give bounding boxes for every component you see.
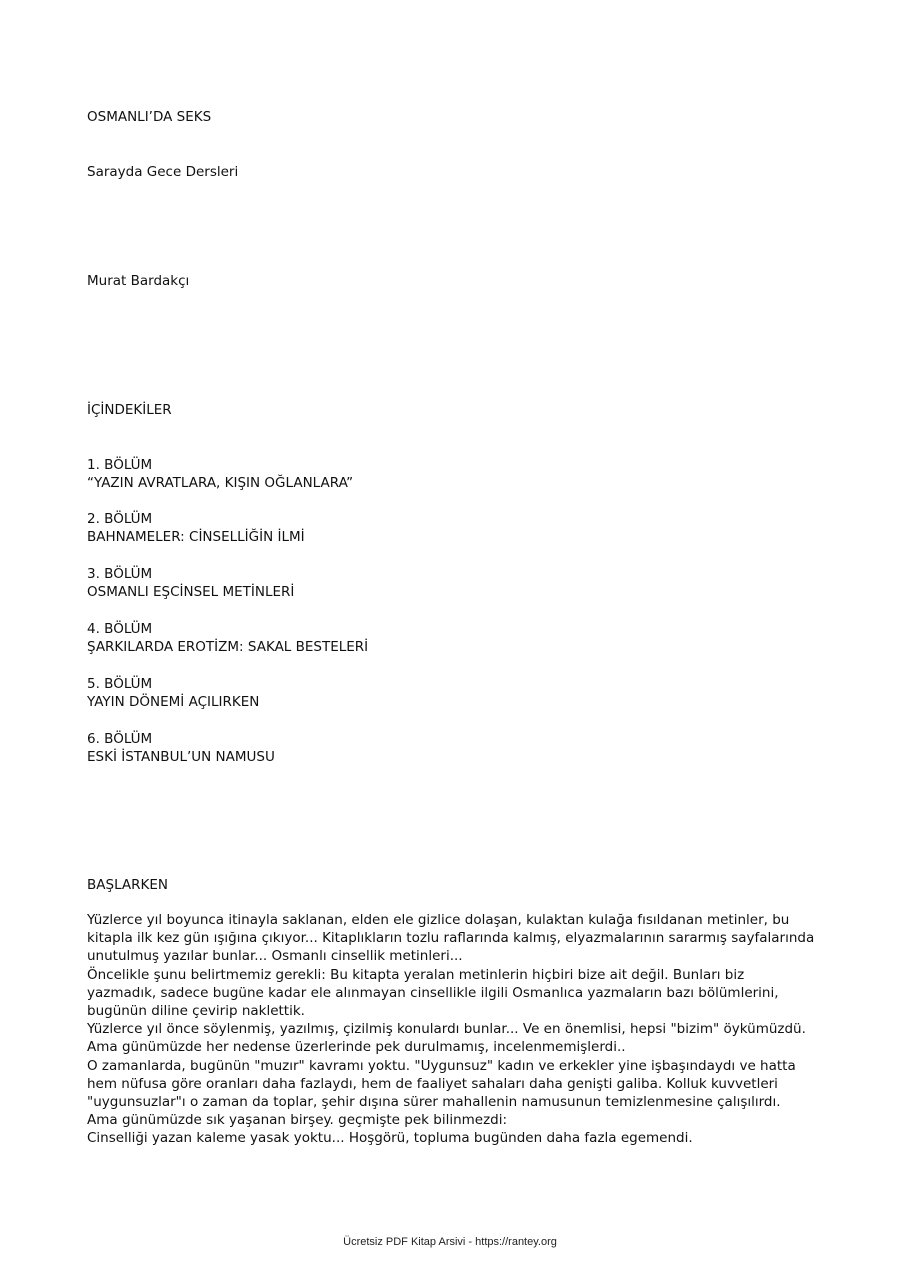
toc-chapter-number: 3. BÖLÜM xyxy=(87,566,153,582)
intro-paragraph: O zamanlarda, bugünün "muzır" kavramı yoktu. "Uygunsuz" kadın ve erkekler yine işbaşındaydı ve hatta hem nüfusa göre oranları daha fazlaydı, hem de faaliyet sahaları daha genişti galiba. Kolluk kuvvetleri "uygunsuzlar"ı o zaman da toplar, şehir dışına sürer mahallenin namusunun temizlenmesine çalışılırdı. xyxy=(87,1057,796,1111)
toc-entry-6 xyxy=(87,730,275,766)
toc-entry-3 xyxy=(87,565,294,601)
intro-paragraph: Öncelikle şunu belirtmemiz gerekli: Bu kitapta yeralan metinlerin hiçbiri bize ait değil. Bunları biz yazmadık, sadece bugüne kadar ele alınmayan cinsellikle ilgili Osmanlıca yazmaların bazı bölümlerini, bugünün diline çevirip naklettik. xyxy=(87,966,779,1020)
toc-entry-1 xyxy=(87,456,353,492)
toc-chapter-number: 5. BÖLÜM xyxy=(87,676,153,692)
intro-heading: BAŞLARKEN xyxy=(87,877,168,893)
toc-heading: İÇİNDEKİLER xyxy=(87,402,172,418)
toc-chapter-title: “YAZIN AVRATLARA, KIŞIN OĞLANLARA” xyxy=(87,475,354,491)
intro-body xyxy=(87,911,817,1148)
intro-paragraph: Yüzlerce yıl önce söylenmiş, yazılmış, çizilmiş konulardı bunlar... Ve en önemlisi, hepsi "bizim" öykümüzdü. Ama günümüzde her nedense üzerlerinde pek durulmamış, incelenmemişlerdi.. xyxy=(87,1021,806,1056)
intro-paragraph: Ama günümüzde sık yaşanan birşey. geçmişte pek bilinmezdi: xyxy=(87,1112,508,1129)
toc-chapter-number: 2. BÖLÜM xyxy=(87,511,153,527)
intro-paragraph: Yüzlerce yıl boyunca itinayla saklanan, elden ele gizlice dolaşan, kulaktan kulağa fısıldanan metinler, bu kitapla ilk kez gün ışığına çıkıyor... Kitaplıkların tozlu raflarında kalmış, elyazmalarının sararmış sayfalarında unutulmuş yazılar bunlar... Osmanlı cinsellik metinleri... xyxy=(87,912,815,965)
toc-chapter-title: OSMANLI EŞCİNSEL METİNLERİ xyxy=(87,584,295,600)
toc-chapter-title: ŞARKILARDA EROTİZM: SAKAL BESTELERİ xyxy=(87,639,369,655)
toc-entry-2 xyxy=(87,510,305,546)
toc-chapter-number: 6. BÖLÜM xyxy=(87,731,153,747)
toc-entry-4 xyxy=(87,620,368,656)
toc-chapter-number: 1. BÖLÜM xyxy=(87,457,153,473)
book-subtitle: Sarayda Gece Dersleri xyxy=(87,164,239,180)
toc-chapter-number: 4. BÖLÜM xyxy=(87,621,153,637)
toc-chapter-title: BAHNAMELER: CİNSELLİĞİN İLMİ xyxy=(87,529,305,545)
intro-paragraph: Cinselliği yazan kaleme yasak yoktu... Hoşgörü, topluma bugünden daha fazla egemendi. xyxy=(87,1130,693,1147)
toc-chapter-title: YAYIN DÖNEMİ AÇILIRKEN xyxy=(87,694,260,710)
page-footer: Ücretsiz PDF Kitap Arsivi - https://rantey.org xyxy=(343,1236,557,1248)
book-author: Murat Bardakçı xyxy=(87,273,190,289)
toc-entry-5 xyxy=(87,675,259,711)
toc-chapter-title: ESKİ İSTANBUL’UN NAMUSU xyxy=(87,749,275,765)
book-title: OSMANLI’DA SEKS xyxy=(87,109,212,125)
